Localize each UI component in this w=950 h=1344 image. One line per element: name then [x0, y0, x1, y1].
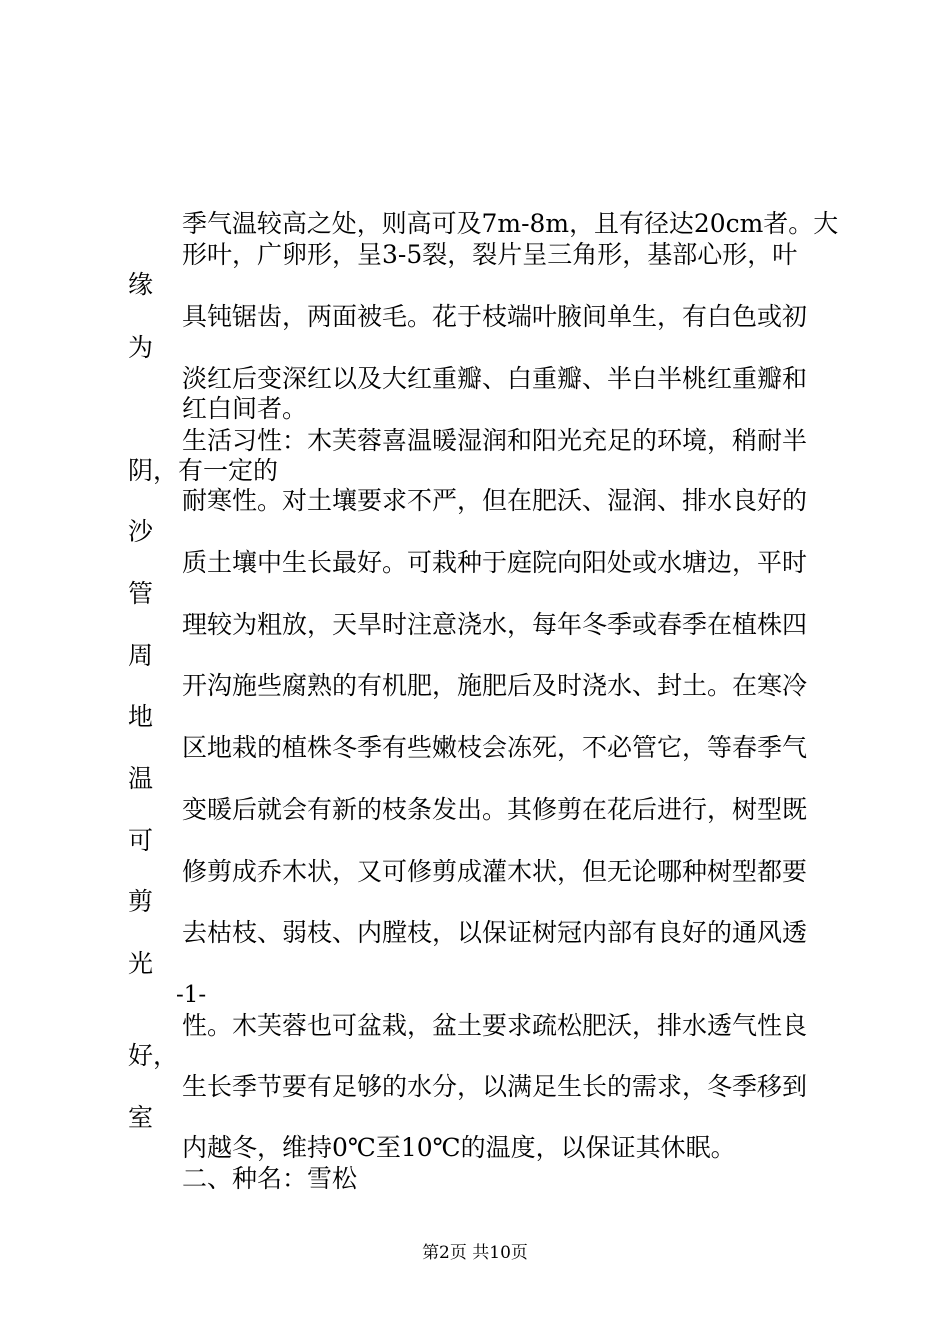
- text-line: 阴，有一定的: [128, 456, 279, 485]
- text-line: 理较为粗放，天旱时注意浇水，每年冬季或春季在植株四: [182, 610, 808, 639]
- text-line: 为: [128, 333, 154, 362]
- text-line: 缘: [128, 270, 154, 299]
- text-line: 管: [128, 579, 154, 608]
- text-line: 温: [128, 764, 154, 793]
- section-heading: 二、种名：雪松: [182, 1164, 358, 1193]
- page-marker: -1-: [176, 982, 207, 1008]
- text-line: 好，: [128, 1041, 179, 1070]
- text-line: 可: [128, 826, 154, 855]
- text-line: 性。木芙蓉也可盆栽，盆土要求疏松肥沃，排水透气性良: [182, 1011, 808, 1040]
- text-line: 室: [128, 1103, 154, 1132]
- text-line: 具钝锯齿，两面被毛。花于枝端叶腋间单生，有白色或初: [182, 302, 808, 331]
- page-footer: 第2页 共10页: [422, 1243, 528, 1263]
- text-line: 沙: [128, 517, 154, 546]
- text-line: 开沟施些腐熟的有机肥，施肥后及时浇水、封土。在寒冷: [182, 671, 808, 700]
- text-line: 生长季节要有足够的水分，以满足生长的需求，冬季移到: [182, 1072, 808, 1101]
- text-line: 耐寒性。对土壤要求不严，但在肥沃、湿润、排水良好的: [182, 486, 808, 515]
- text-line: 质土壤中生长最好。可栽种于庭院向阳处或水塘边，平时: [182, 548, 808, 577]
- text-line: 淡红后变深红以及大红重瓣、白重瓣、半白半桃红重瓣和: [182, 364, 808, 393]
- text-line: 周: [128, 641, 154, 670]
- text-line: 生活习性：木芙蓉喜温暖湿润和阳光充足的环境，稍耐半: [182, 426, 808, 455]
- text-line: 区地栽的植株冬季有些嫩枝会冻死，不必管它，等春季气: [182, 733, 808, 762]
- text-line: 剪: [128, 887, 154, 916]
- text-line: 内越冬，维持0℃至10℃的温度，以保证其休眠。: [182, 1133, 736, 1162]
- text-line: 红白间者。: [182, 394, 308, 423]
- text-line: 地: [128, 702, 154, 731]
- text-line: 去枯枝、弱枝、内膛枝，以保证树冠内部有良好的通风透: [182, 918, 808, 947]
- text-line: 修剪成乔木状，又可修剪成灌木状，但无论哪种树型都要: [182, 857, 808, 886]
- text-line: 季气温较高之处，则高可及7m-8m，且有径达20cm者。大: [182, 209, 839, 238]
- text-line: 变暖后就会有新的枝条发出。其修剪在花后进行，树型既: [182, 795, 808, 824]
- text-line: 光: [128, 949, 154, 978]
- text-line: 形叶，广卵形，呈3-5裂，裂片呈三角形，基部心形，叶: [182, 240, 798, 269]
